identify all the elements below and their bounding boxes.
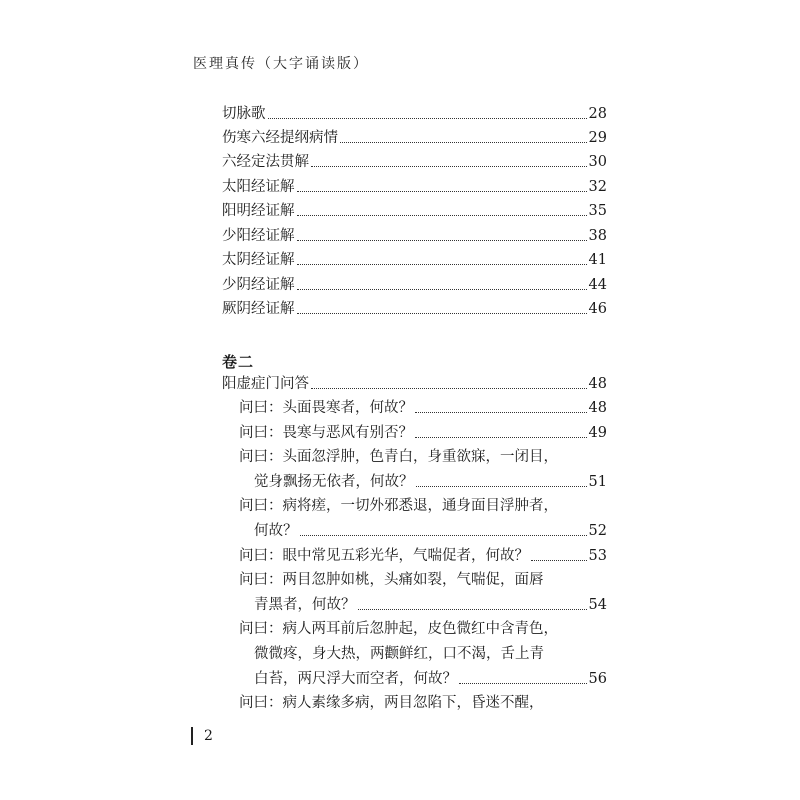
entry-title: 六经定法贯解: [222, 154, 309, 170]
toc-question-entry[interactable]: [254, 596, 607, 614]
toc-entry[interactable]: [222, 300, 607, 318]
entry-page-number: 38: [588, 228, 607, 244]
toc-question-entry[interactable]: [254, 473, 607, 491]
toc-question-line: 问曰：两目忽肿如桃，头痛如裂，气喘促，面唇: [239, 572, 544, 589]
entry-page-number: 30: [588, 154, 607, 170]
dot-leader: [358, 609, 587, 610]
entry-page-number: 41: [588, 252, 607, 268]
dot-leader: [311, 166, 587, 167]
entry-title: 太阴经证解: [222, 252, 295, 268]
dot-leader: [340, 142, 587, 143]
dot-leader: [297, 215, 587, 216]
toc-question-line: 问曰：病将瘥，一切外邪悉退，通身面目浮肿者，: [239, 498, 558, 515]
entry-title: 少阴经证解: [222, 277, 295, 293]
dot-leader: [297, 264, 587, 265]
entry-page-number: 29: [588, 130, 607, 146]
entry-page-number: 56: [588, 670, 607, 687]
entry-title: 阳虚症门问答: [222, 376, 309, 392]
entry-title: 青黑者，何故？: [254, 596, 356, 613]
dot-leader: [416, 486, 587, 487]
dot-leader: [415, 437, 587, 438]
running-head: 医理真传（大字诵读版）: [193, 56, 369, 72]
toc-entry[interactable]: [222, 276, 607, 294]
entry-title: 觉身飘扬无依者，何故？: [254, 473, 414, 490]
toc-entry[interactable]: [222, 129, 607, 147]
dot-leader: [297, 289, 587, 290]
entry-page-number: 51: [588, 473, 607, 490]
dot-leader: [297, 240, 587, 241]
dot-leader: [311, 388, 587, 389]
entry-page-number: 54: [588, 596, 607, 613]
juan2-heading: 卷二: [222, 353, 255, 371]
toc-entry[interactable]: [222, 153, 607, 171]
toc-entry-section[interactable]: [222, 375, 607, 393]
dot-leader: [531, 560, 587, 561]
entry-page-number: 53: [588, 547, 607, 564]
entry-title: 问曰：畏寒与恶风有别否？: [239, 424, 413, 441]
toc-entry[interactable]: [222, 105, 607, 123]
entry-page-number: 32: [588, 179, 607, 195]
entry-title: 问曰：头面畏寒者，何故？: [239, 400, 413, 416]
toc-entry[interactable]: [222, 178, 607, 196]
entry-page-number: 48: [588, 376, 607, 392]
toc-question-line: 问曰：病人两耳前后忽肿起，皮色微红中含青色，: [239, 621, 558, 638]
toc-question-entry[interactable]: [254, 522, 607, 540]
toc-question-entry[interactable]: [239, 424, 607, 442]
dot-leader: [415, 412, 587, 413]
entry-page-number: 35: [588, 203, 607, 219]
entry-title: 切脉歌: [222, 106, 266, 122]
toc-question-entry[interactable]: [254, 670, 607, 688]
entry-page-number: 44: [588, 277, 607, 293]
entry-title: 厥阴经证解: [222, 301, 295, 317]
entry-title: 白苔，两尺浮大而空者，何故？: [254, 670, 457, 687]
toc-entry[interactable]: [222, 202, 607, 220]
toc-question-line: 问曰：头面忽浮肿，色青白，身重欲寐，一闭目，: [239, 449, 558, 466]
toc-question-entry[interactable]: [239, 399, 607, 417]
entry-page-number: 48: [588, 400, 607, 416]
folio-rule: [191, 727, 193, 745]
toc-question-line: 问曰：病人素缘多病，两目忽陷下，昏迷不醒，: [239, 695, 544, 712]
dot-leader: [297, 313, 587, 314]
dot-leader: [268, 118, 587, 119]
entry-title: 伤寒六经提纲病情: [222, 130, 338, 146]
toc-question-line: 微微疼，身大热，两颧鲜红，口不渴，舌上青: [254, 646, 544, 662]
toc-entry[interactable]: [222, 227, 607, 245]
dot-leader: [297, 191, 587, 192]
entry-page-number: 46: [588, 301, 607, 317]
entry-title: 阳明经证解: [222, 203, 295, 219]
toc-entry[interactable]: [222, 251, 607, 269]
dot-leader: [300, 535, 587, 536]
toc-question-entry[interactable]: [239, 547, 607, 565]
entry-title: 太阳经证解: [222, 179, 295, 195]
entry-page-number: 28: [588, 106, 607, 122]
entry-title: 何故？: [254, 523, 298, 539]
entry-page-number: 49: [588, 424, 607, 441]
dot-leader: [459, 683, 587, 684]
entry-title: 少阳经证解: [222, 228, 295, 244]
entry-title: 问曰：眼中常见五彩光华，气喘促者，何故？: [239, 547, 529, 564]
entry-page-number: 52: [588, 523, 607, 539]
page-number: 2: [204, 728, 213, 744]
